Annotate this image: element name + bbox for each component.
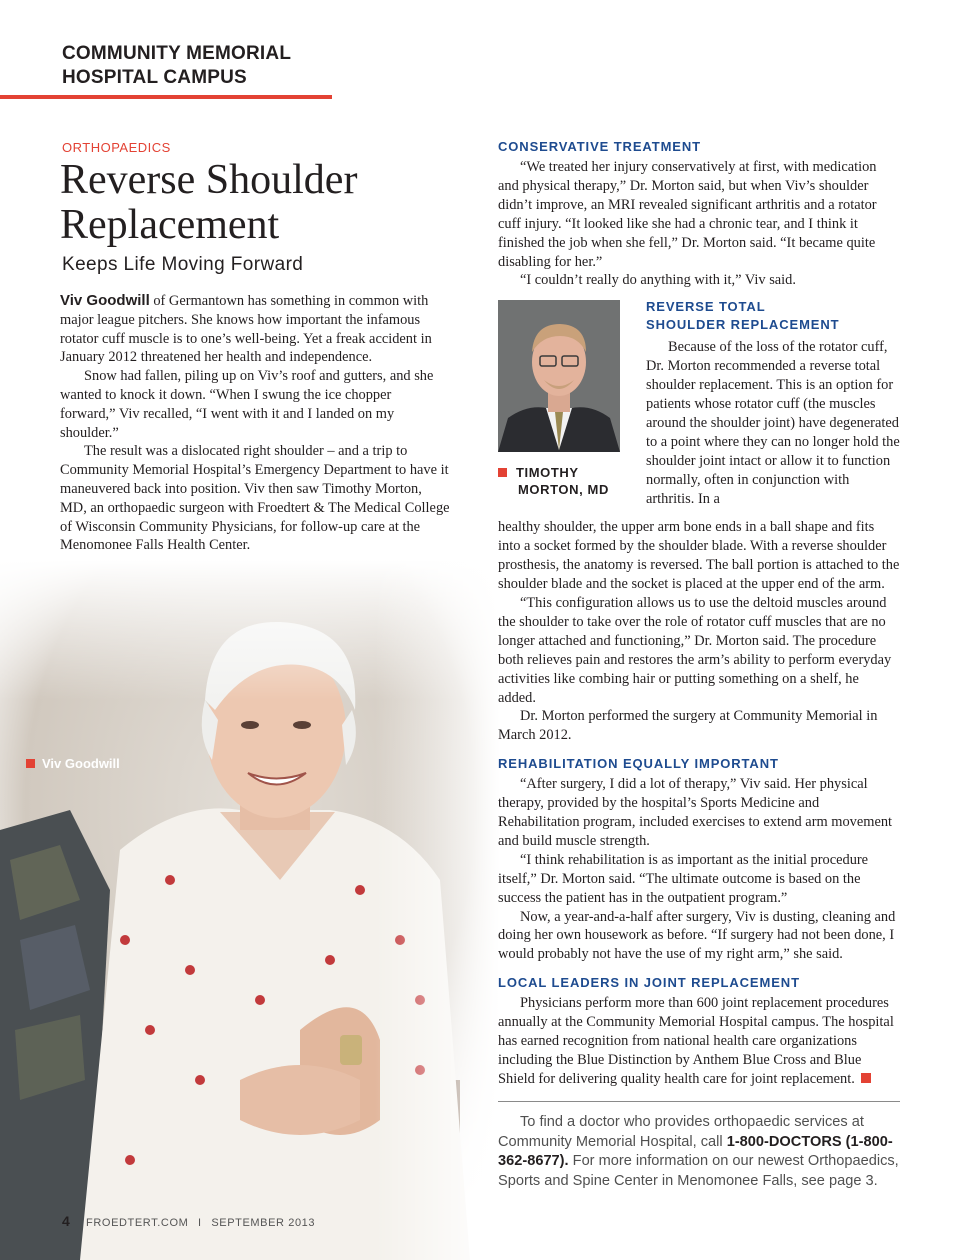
lead-name: Viv Goodwill [60,292,150,309]
patient-photo-illustration [0,560,500,1260]
header-rule [0,95,332,99]
body-paragraph: “I couldn’t really do anything with it,” Viv said. [520,272,796,289]
footer-site: FROEDTERT.COM [86,1217,189,1229]
article-title-line1: Reverse Shoulder [60,157,358,203]
reverse-section-float [646,298,900,508]
section-header [62,42,291,90]
body-paragraph: Now, a year-and-a-half after surgery, Viv is dusting, cleaning and doing her own housework as before. “If surgery had not been done, I would probably not have the use of my right arm,” she said. [498,908,896,963]
article-title-line2: Replacement [60,202,280,248]
section-header-line2: HOSPITAL CAMPUS [62,67,247,88]
doctor-float-area [498,298,900,518]
article-title [60,158,357,248]
intro-paragraph: Viv Goodwill of Germantown has something in common with major league pitchers. She knows how important the infamous rotator cuff muscle is to one’s well-being. Yet a freak accident in January 2012 threatened her health and independence. [60,292,432,366]
footer-date: SEPTEMBER 2013 [211,1217,316,1229]
caption-bullet-icon [26,759,35,768]
heading-local-leaders: LOCAL LEADERS IN JOINT REPLACEMENT [498,975,800,991]
doctor-photo [498,300,620,452]
end-mark-icon [861,1073,871,1083]
right-column [498,138,900,1089]
heading-rehabilitation: REHABILITATION EQUALLY IMPORTANT [498,756,779,772]
doctor-photo-illustration [498,300,620,452]
doctor-caption: TIMOTHY MORTON, MD [498,464,609,498]
body-paragraph: “We treated her injury conservatively at first, with medication and physical therapy,” Dr. Morton said, but when Viv’s shoulder didn’t improve, an MRI revealed significant arthritis and a rotator cuff injury. “It looked like she had a chronic tear, and I think it finished the job when she fell,” Dr. Morton said. “It became quite disabling for her.” [498,159,877,270]
heading-reverse-total-shoulder: REVERSE TOTAL SHOULDER REPLACEMENT [646,299,840,333]
body-paragraph: Because of the loss of the rotator cuff, Dr. Morton recommended a reverse total shoulder replacement. This is an option for patients whose rotator cuff (the muscles around the shoulder joint) have degenerated to a point where they can no longer hold the shoulder joint intact or allow it to function normally, often in conjunction with arthritis. In a [646,339,900,507]
page-number: 4 [62,1213,71,1229]
page-footer [62,1213,315,1229]
footer-separator: I [198,1217,202,1229]
call-to-action: To find a doctor who provides orthopaedic services at Community Memorial Hospital, call 1-800-DOCTORS (1-800-362-8677). For more information on our newest Orthopaedics, Sports and Spine Center in Menomonee Falls, see page 3. [498,1114,899,1189]
body-paragraph: healthy shoulder, the upper arm bone ends in a ball shape and fits into a socket formed by the shoulder blade. With a reverse shoulder prosthesis, the anatomy is reversed. The ball portion is attached to the shoulder blade and the socket is placed at the upper end of the arm. [498,519,900,593]
article-kicker: ORTHOPAEDICS [62,140,171,155]
body-paragraph: “This configuration allows us to use the deltoid muscles around the shoulder to take over the role of rotator cuff muscles that are no longer attached and functioning,” Dr. Morton said. The procedure both relieves pain and restores the arm’s ability to perform everyday activities like combing hair or putting something on a shelf, he added. [498,594,892,706]
patient-photo [0,560,500,1260]
body-paragraph: Physicians perform more than 600 joint replacement procedures annually at the Community Memorial Hospital campus. The hospital has earned recognition from national health care organizations including the Blue Distinction by Anthem Blue Cross and Blue Shield for delivering quality health care for joint replacement. [498,995,894,1087]
section-header-line1: COMMUNITY MEMORIAL [62,43,292,64]
cta-phone[interactable]: 1-800-DOCTORS (1-800-362-8677). [498,1133,893,1170]
cta-divider [498,1101,900,1102]
left-column-body [60,292,450,555]
body-paragraph: Dr. Morton performed the surgery at Community Memorial in March 2012. [498,708,878,744]
body-paragraph: “After surgery, I did a lot of therapy,” Viv said. Her physical therapy, provided by the hospital’s Sports Medicine and Rehabilitation program, included exercises to extend arm movement and build muscle strength. [498,776,893,849]
body-paragraph: Snow had fallen, piling up on Viv’s roof and gutters, and she wanted to knock it down. “When I swung the ice chopper forward,” Viv recalled, “I went with it and I landed on my shoulder.” [60,368,434,441]
article-subtitle: Keeps Life Moving Forward [62,254,304,275]
patient-photo-caption: Viv Goodwill [26,756,120,771]
heading-conservative-treatment: CONSERVATIVE TREATMENT [498,139,702,154]
body-paragraph: “I think rehabilitation is as important as the initial procedure itself,” Dr. Morton said. “The ultimate outcome is based on the success the patient has in the outpatient program.” [498,851,869,906]
body-paragraph: The result was a dislocated right shoulder – and a trip to Community Memorial Hospital’s Emergency Department to have it maneuvered back into position. Viv then saw Timothy Morton, MD, an orthopaedic surgeon with Froedtert & The Medical College of Wisconsin Community Physicians, for follow-up care at the Menomonee Falls Health Center. [60,443,450,554]
caption-bullet-icon [498,468,507,477]
